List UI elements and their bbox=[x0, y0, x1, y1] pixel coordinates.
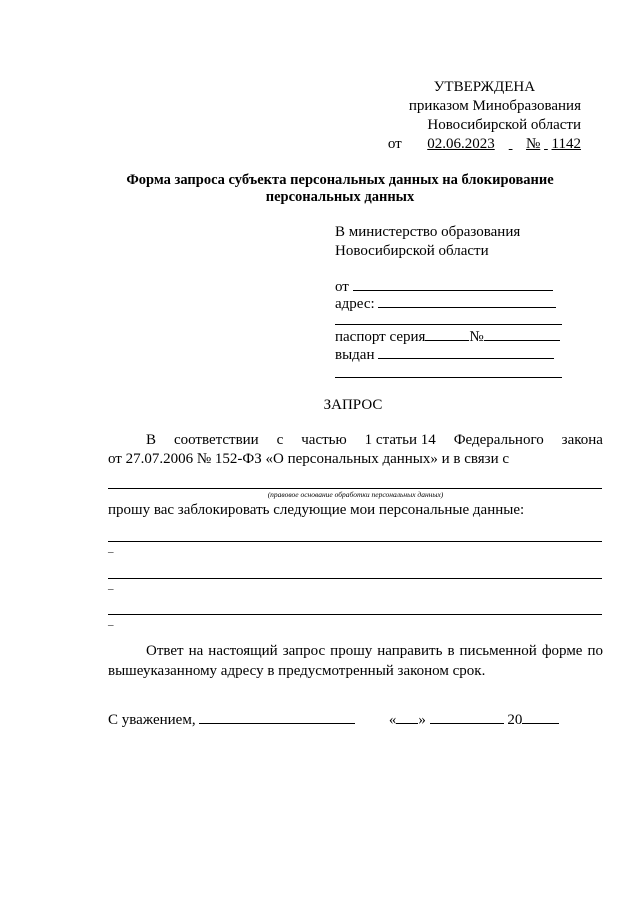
dash-3: – bbox=[108, 619, 114, 631]
month-blank[interactable] bbox=[430, 710, 504, 724]
day-blank[interactable] bbox=[396, 710, 418, 724]
approval-number: 1142 bbox=[551, 136, 581, 152]
request-paragraph-1 bbox=[108, 431, 603, 469]
request-line: прошу вас заблокировать следующие мои персональные данные: bbox=[108, 502, 525, 518]
quote-open: « bbox=[388, 712, 397, 728]
legal-basis-line[interactable] bbox=[108, 488, 602, 489]
passport-series-blank[interactable] bbox=[425, 327, 469, 341]
from-blank[interactable] bbox=[353, 277, 553, 291]
word: соответствии bbox=[173, 432, 259, 448]
recipient-line-2: Новосибирской области bbox=[335, 243, 489, 259]
word: с bbox=[276, 432, 284, 448]
from-label: от bbox=[335, 279, 349, 295]
request-paragraph-2 bbox=[108, 641, 603, 681]
word: 1 статьи 14 bbox=[364, 432, 436, 448]
word: В bbox=[146, 432, 157, 448]
dash-1: – bbox=[108, 546, 114, 558]
year-prefix: 20 bbox=[507, 712, 523, 728]
year-blank[interactable] bbox=[522, 710, 559, 724]
data-line-2[interactable] bbox=[108, 578, 602, 579]
paragraph-1-line-2: от 27.07.2006 № 152-ФЗ «О персональных данных» и в связи с bbox=[108, 451, 510, 467]
passport-label: паспорт серия bbox=[335, 329, 426, 345]
passport-number-label: № bbox=[469, 329, 484, 345]
approval-status: УТВЕРЖДЕНА bbox=[433, 79, 536, 95]
word: закона bbox=[561, 432, 603, 448]
recipient-line-1: В министерство образования bbox=[335, 224, 521, 240]
approval-date-prefix: от bbox=[387, 136, 402, 152]
form-title: Форма запроса субъекта персональных данных на блокирование персональных данных bbox=[126, 172, 554, 205]
approval-number-prefix: № bbox=[525, 136, 541, 152]
data-line-1[interactable] bbox=[108, 541, 602, 542]
approval-block bbox=[388, 78, 581, 154]
regards-label: С уважением, bbox=[108, 712, 196, 728]
address-blank[interactable] bbox=[378, 294, 556, 308]
dash-2: – bbox=[108, 583, 114, 595]
address-label: адрес: bbox=[335, 296, 375, 312]
issued-label: выдан bbox=[335, 347, 375, 363]
issued-field bbox=[335, 345, 554, 364]
recipient-block bbox=[335, 223, 565, 261]
approval-date-line bbox=[388, 135, 581, 154]
signature-line bbox=[108, 710, 559, 729]
legal-basis-caption: (правовое основание обработки персональных данных) bbox=[267, 490, 444, 499]
request-heading: ЗАПРОС bbox=[323, 397, 383, 413]
quote-close: » bbox=[418, 712, 426, 728]
approval-date: 02.06.2023 bbox=[427, 136, 495, 152]
address-extra-line[interactable] bbox=[335, 324, 562, 325]
signature-blank[interactable] bbox=[199, 710, 355, 724]
issued-blank[interactable] bbox=[378, 345, 554, 359]
word: частью bbox=[301, 432, 347, 448]
paragraph-2-text: Ответ на настоящий запрос прошу направить в письменной форме по вышеуказанному адресу в предусмотренный законом срок. bbox=[108, 643, 603, 679]
address-field bbox=[335, 294, 556, 313]
word: Федерального bbox=[453, 432, 544, 448]
approval-region-line: Новосибирской области bbox=[427, 117, 581, 133]
approval-order-line: приказом Минобразования bbox=[408, 98, 581, 114]
paragraph-1-line-1 bbox=[108, 431, 603, 450]
issued-extra-line[interactable] bbox=[335, 377, 562, 378]
passport-number-blank[interactable] bbox=[484, 327, 560, 341]
data-line-3[interactable] bbox=[108, 614, 602, 615]
passport-field bbox=[335, 327, 560, 346]
